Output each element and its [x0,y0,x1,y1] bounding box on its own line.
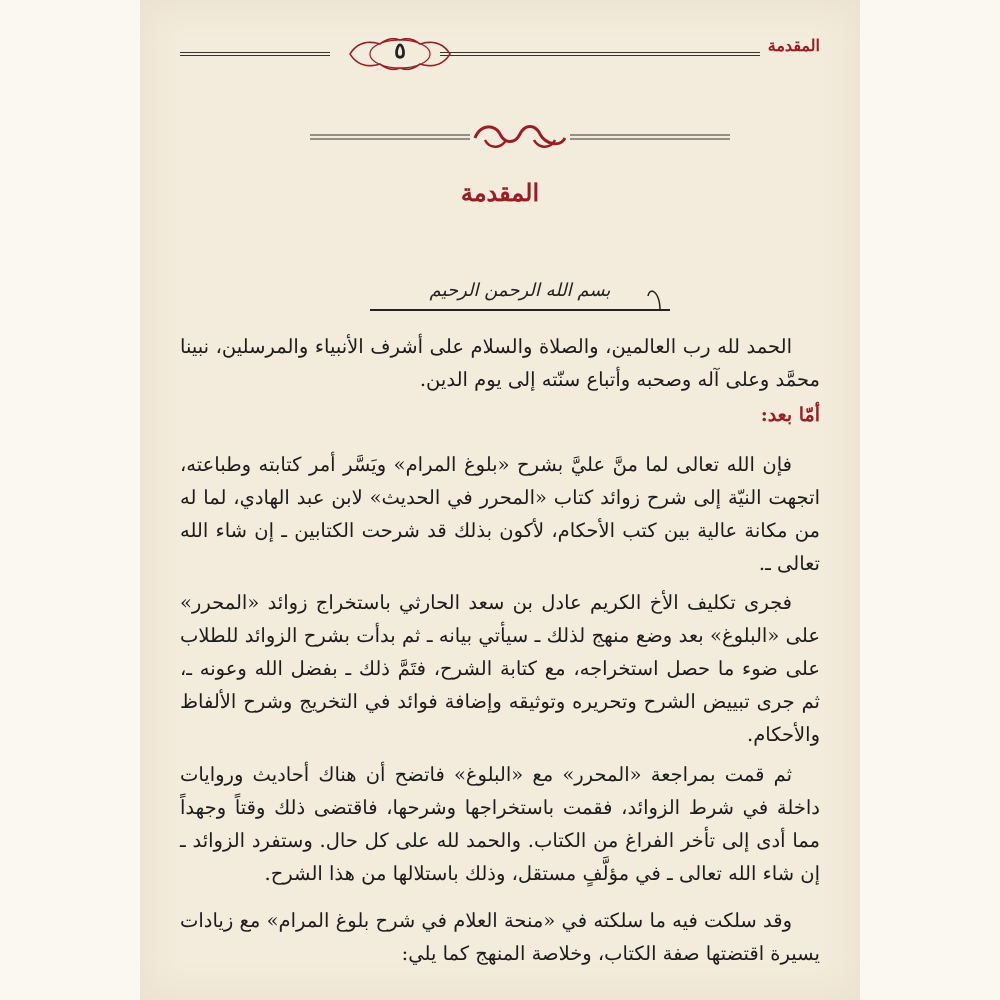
paragraph-text: الحمد لله رب العالمين، والصلاة والسلام على أشرف الأنبياء والمرسلين، نبينا محمَّد وعلى آله وصحبه وأتباع سنّته إلى يوم الدين. [180,335,820,391]
amma-bad-heading: أمّا بعد: [760,404,820,426]
intro-paragraph [180,330,820,396]
basmala-text: بسم الله الرحمن الرحيم [429,280,611,301]
book-page [140,0,860,1000]
paragraph-4 [180,758,820,890]
page-number-badge [340,34,460,74]
running-title: المقدمة [767,36,820,55]
paragraph-2 [180,448,820,580]
running-header [180,36,820,76]
paragraph-3 [180,586,820,751]
title-ornament [310,118,730,158]
header-rule-right [440,52,760,56]
paragraph-5 [180,904,820,970]
paragraph-text: ثم قمت بمراجعة «المحرر» مع «البلوغ» فاتضح أن هناك أحاديث وروايات داخلة في شرط الزوائد، فقمت باستخراجها وشرحها، فاقتضى ذلك وقتاً وجهداً مما أدى إلى تأخر الفراغ من الكتاب. والحمد لله على كل حال. وستفرد الزوائد ـ إن شاء الله تعالى ـ في مؤلَّفٍ مستقل، وذلك باستلالها من هذا الشرح. [180,763,820,885]
paragraph-text: وقد سلكت فيه ما سلكته في «منحة العلام في شرح بلوغ المرام» مع زيادات يسيرة اقتضتها صفة الكتاب، وخلاصة المنهج كما يلي: [180,909,820,965]
page-number: ٥ [394,38,406,64]
header-rule-left [180,52,330,56]
page-margin-right [860,0,1000,1000]
paragraph-text: فإن الله تعالى لما منَّ عليَّ بشرح «بلوغ المرام» ويَسَّر أمر كتابته وطباعته، اتجهت النيّة إلى شرح زوائد كتاب «المحرر في الحديث» لابن عبد الهادي، لما له من مكانة عالية بين كتب الأحكام، لأكون بذلك قد شرحت الكتابين ـ إن شاء الله تعالى ـ. [180,453,820,575]
paragraph-text: فجرى تكليف الأخ الكريم عادل بن سعد الحارثي باستخراج زوائد «المحرر» على «البلوغ» بعد وضع منهج لذلك ـ سيأتي بيانه ـ ثم بدأت بشرح الزوائد للطلاب على ضوء ما حصل استخراجه، مع كتابة الشرح، فتَمَّ ذلك ـ بفضل الله وعونه ـ، ثم جرى تبييض الشرح وتحريره وتوثيقه وإضافة فوائد في التخريج وشرح الألفاظ والأحكام. [180,591,820,746]
basmala [360,272,680,322]
section-title: المقدمة [460,178,540,207]
page-margin-left [0,0,140,1000]
ornament-icon [310,118,730,158]
